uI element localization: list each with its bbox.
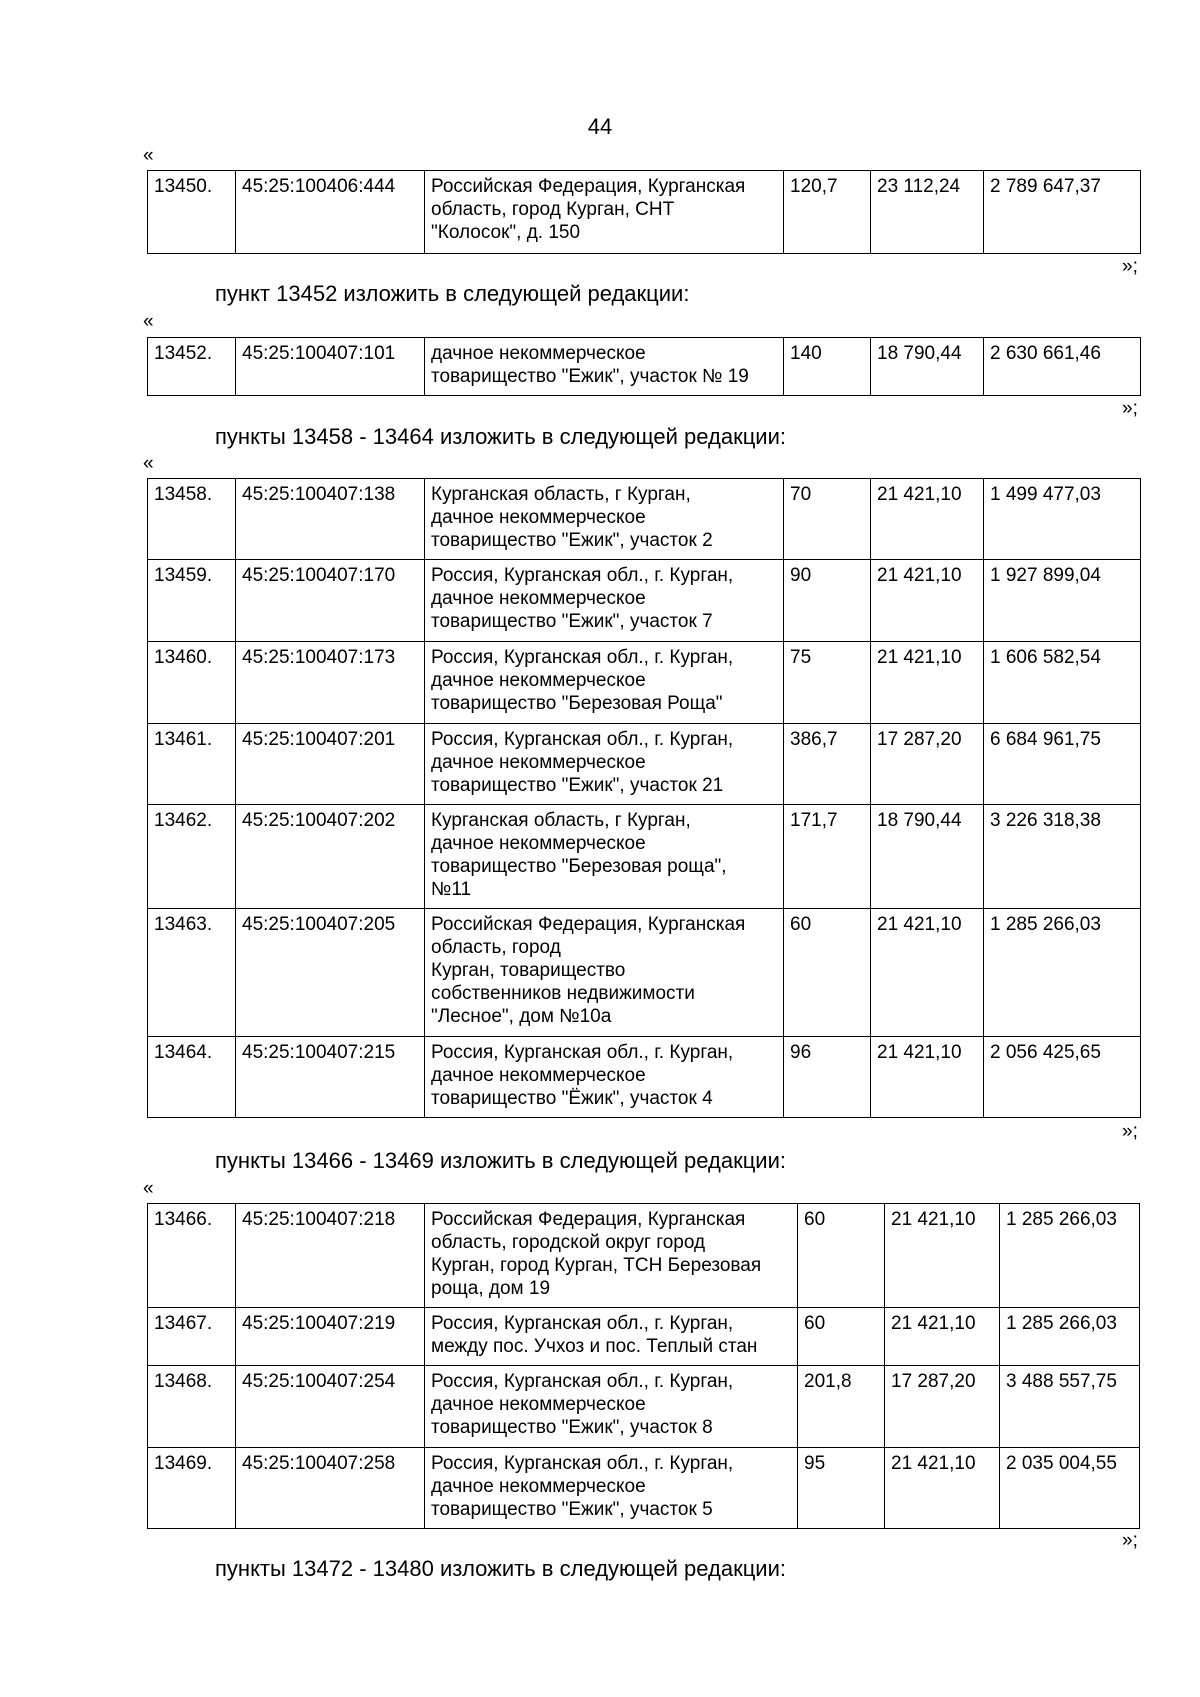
row-number: 13461.: [148, 724, 236, 805]
row-number: 13467.: [148, 1308, 236, 1366]
cadastral-value: 2 035 004,55: [1000, 1448, 1140, 1529]
rate: 21 421,10: [885, 1204, 1000, 1308]
quote-open: «: [143, 311, 154, 332]
cadastral-value: 3 488 557,75: [1000, 1366, 1140, 1448]
address: Россия, Курганская обл., г. Курган, дачное некоммерческое товарищество "Ежик", участок 8: [425, 1366, 798, 1448]
cadastral-number: 45:25:100407:201: [236, 724, 425, 805]
rate: 18 790,44: [871, 805, 984, 909]
table-row: [148, 171, 1141, 254]
address: Российская Федерация, Курганская область, город Курган, товарищество собственников недвижимости "Лесное", дом №10а: [425, 909, 784, 1037]
cadastral-value: 1 285 266,03: [1000, 1308, 1140, 1366]
area: 75: [784, 642, 871, 724]
row-number: 13458.: [148, 479, 236, 560]
quote-close: »;: [1122, 398, 1138, 419]
row-number: 13468.: [148, 1366, 236, 1448]
rate: 21 421,10: [871, 909, 984, 1037]
cadastral-number: 45:25:100407:254: [236, 1366, 425, 1448]
cadastral-number: 45:25:100407:173: [236, 642, 425, 724]
data-table: [147, 1203, 1140, 1529]
quote-close: »;: [1122, 1530, 1138, 1551]
rate: 21 421,10: [871, 560, 984, 642]
rate: 21 421,10: [885, 1448, 1000, 1529]
paragraph: пункты 13466 - 13469 изложить в следующей редакции:: [215, 1148, 787, 1173]
row-number: 13462.: [148, 805, 236, 909]
row-number: 13466.: [148, 1204, 236, 1308]
cadastral-number: 45:25:100407:202: [236, 805, 425, 909]
table-row: [148, 805, 1141, 909]
area: 171,7: [784, 805, 871, 909]
row-number: 13463.: [148, 909, 236, 1037]
quote-open: «: [143, 453, 154, 474]
cadastral-value: 1 285 266,03: [984, 909, 1141, 1037]
area: 95: [798, 1448, 885, 1529]
area: 96: [784, 1037, 871, 1118]
rate: 17 287,20: [871, 724, 984, 805]
row-number: 13450.: [148, 171, 236, 254]
area: 70: [784, 479, 871, 560]
rate: 21 421,10: [885, 1308, 1000, 1366]
area: 60: [784, 909, 871, 1037]
area: 90: [784, 560, 871, 642]
data-table: [147, 337, 1141, 396]
cadastral-value: 1 499 477,03: [984, 479, 1141, 560]
paragraph: пункты 13472 - 13480 изложить в следующей редакции:: [215, 1556, 787, 1581]
address: Курганская область, г Курган, дачное некоммерческое товарищество "Березовая роща", №11: [425, 805, 784, 909]
area: 60: [798, 1308, 885, 1366]
cadastral-number: 45:25:100407:138: [236, 479, 425, 560]
address: Россия, Курганская обл., г. Курган, дачное некоммерческое товарищество "Ежик", участок 7: [425, 560, 784, 642]
quote-open: «: [143, 145, 154, 166]
table-row: [148, 1448, 1140, 1529]
rate: 21 421,10: [871, 479, 984, 560]
quote-open: «: [143, 1178, 154, 1199]
cadastral-number: 45:25:100407:218: [236, 1204, 425, 1308]
cadastral-value: 1 927 899,04: [984, 560, 1141, 642]
cadastral-value: 1 606 582,54: [984, 642, 1141, 724]
cadastral-number: 45:25:100407:258: [236, 1448, 425, 1529]
table-row: [148, 1308, 1140, 1366]
address: Российская Федерация, Курганская область, городской округ город Курган, город Курган, ТСН Березовая роща, дом 19: [425, 1204, 798, 1308]
area: 60: [798, 1204, 885, 1308]
rate: 17 287,20: [885, 1366, 1000, 1448]
address: Россия, Курганская обл., г. Курган, дачное некоммерческое товарищество "Ёжик", участок 4: [425, 1037, 784, 1118]
address: Россия, Курганская обл., г. Курган, дачное некоммерческое товарищество "Березовая Роща": [425, 642, 784, 724]
area: 120,7: [784, 171, 871, 254]
cadastral-number: 45:25:100407:170: [236, 560, 425, 642]
cadastral-number: 45:25:100407:215: [236, 1037, 425, 1118]
cadastral-number: 45:25:100407:219: [236, 1308, 425, 1366]
cadastral-number: 45:25:100406:444: [236, 171, 425, 254]
row-number: 13464.: [148, 1037, 236, 1118]
page-number: 44: [587, 114, 613, 139]
address: Россия, Курганская обл., г. Курган, дачное некоммерческое товарищество "Ежик", участок 5: [425, 1448, 798, 1529]
table-row: [148, 724, 1141, 805]
row-number: 13469.: [148, 1448, 236, 1529]
rate: 18 790,44: [871, 338, 984, 396]
area: 386,7: [784, 724, 871, 805]
table-row: [148, 560, 1141, 642]
data-table: [147, 170, 1141, 254]
address: Россия, Курганская обл., г. Курган, между пос. Учхоз и пос. Теплый стан: [425, 1308, 798, 1366]
cadastral-value: 2 056 425,65: [984, 1037, 1141, 1118]
table-row: [148, 1366, 1140, 1448]
paragraph: пункт 13452 изложить в следующей редакции:: [215, 281, 690, 306]
rate: 21 421,10: [871, 1037, 984, 1118]
quote-close: »;: [1122, 1121, 1138, 1142]
cadastral-value: 1 285 266,03: [1000, 1204, 1140, 1308]
cadastral-number: 45:25:100407:205: [236, 909, 425, 1037]
rate: 21 421,10: [871, 642, 984, 724]
table-row: [148, 338, 1141, 396]
address: Российская Федерация, Курганская область, город Курган, СНТ "Колосок", д. 150: [425, 171, 784, 254]
row-number: 13452.: [148, 338, 236, 396]
table-row: [148, 1037, 1141, 1118]
table-row: [148, 479, 1141, 560]
data-table: [147, 478, 1141, 1118]
cadastral-value: 6 684 961,75: [984, 724, 1141, 805]
table-row: [148, 909, 1141, 1037]
area: 201,8: [798, 1366, 885, 1448]
cadastral-value: 2 630 661,46: [984, 338, 1141, 396]
row-number: 13460.: [148, 642, 236, 724]
address: дачное некоммерческое товарищество "Ежик", участок № 19: [425, 338, 784, 396]
cadastral-value: 3 226 318,38: [984, 805, 1141, 909]
cadastral-number: 45:25:100407:101: [236, 338, 425, 396]
rate: 23 112,24: [871, 171, 984, 254]
paragraph: пункты 13458 - 13464 изложить в следующей редакции:: [215, 424, 787, 449]
table-row: [148, 642, 1141, 724]
row-number: 13459.: [148, 560, 236, 642]
table-row: [148, 1204, 1140, 1308]
address: Россия, Курганская обл., г. Курган, дачное некоммерческое товарищество "Ежик", участок 21: [425, 724, 784, 805]
address: Курганская область, г Курган, дачное некоммерческое товарищество "Ежик", участок 2: [425, 479, 784, 560]
quote-close: »;: [1122, 256, 1138, 277]
area: 140: [784, 338, 871, 396]
cadastral-value: 2 789 647,37: [984, 171, 1141, 254]
